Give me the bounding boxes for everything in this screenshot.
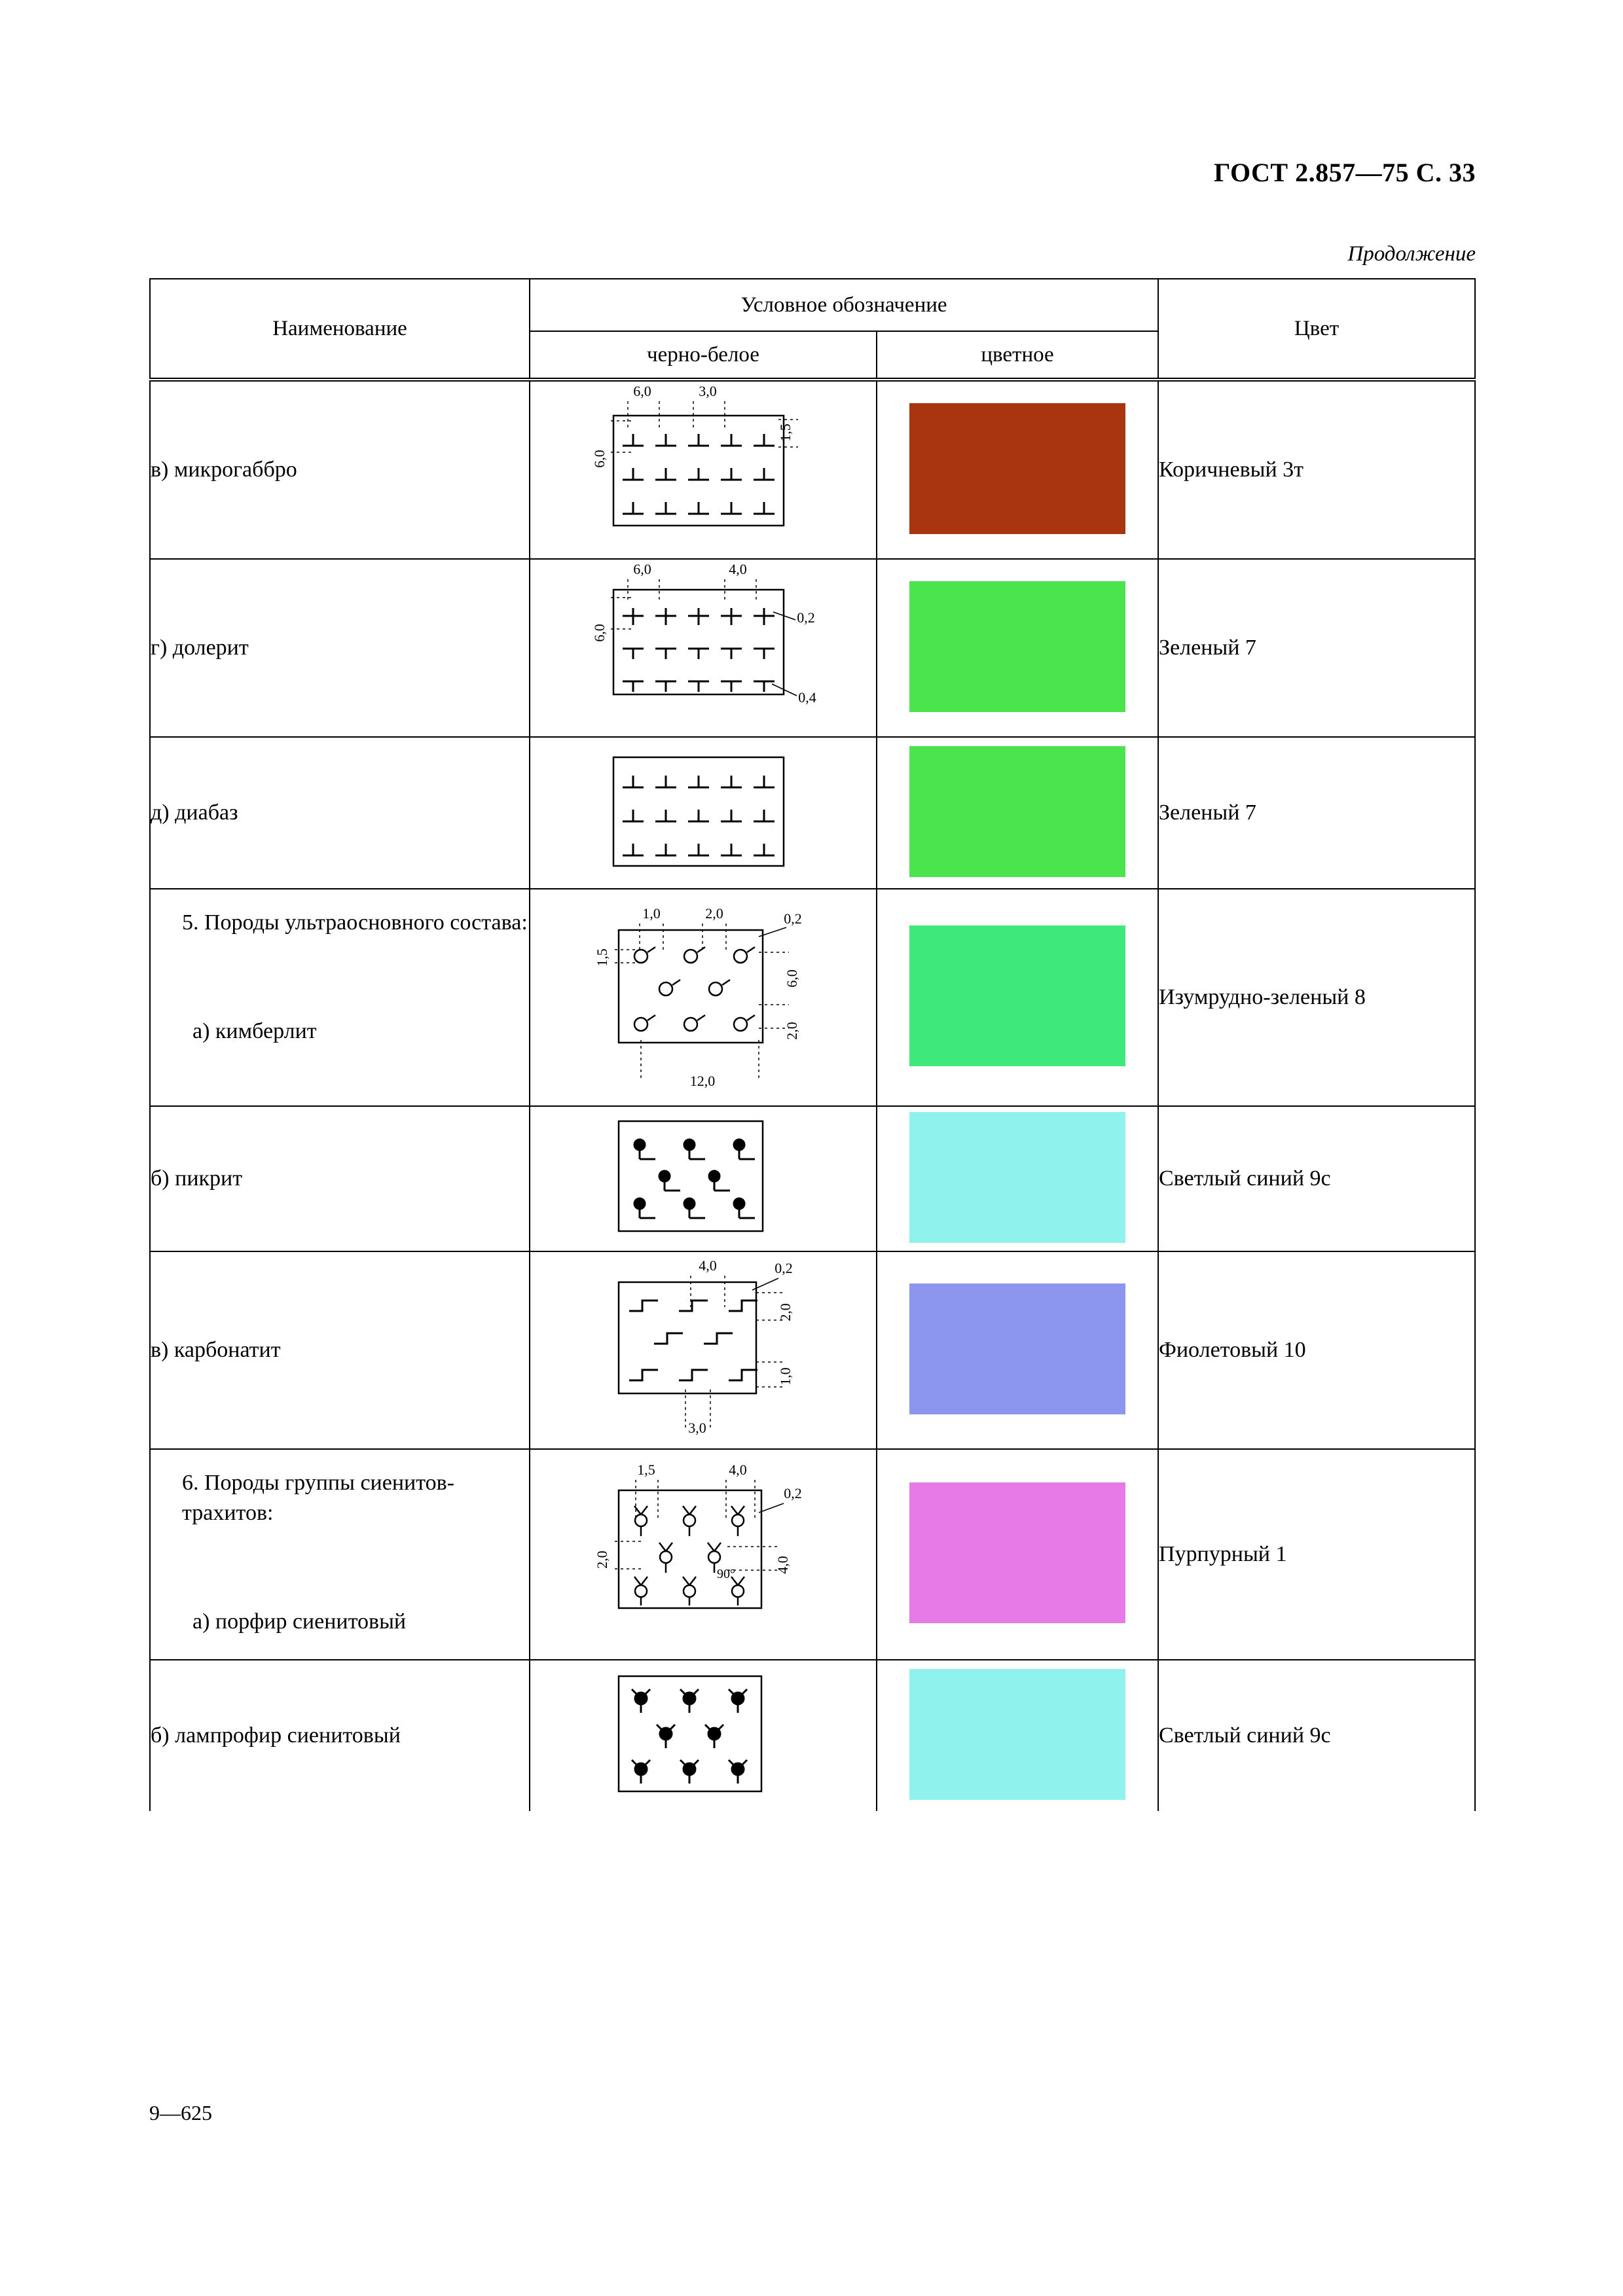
row-name: в) микрогаббро [150, 380, 530, 559]
table-row [150, 1660, 1475, 1811]
color-swatch-cell [877, 380, 1158, 559]
group-title-text: 6. Породы группы сиенитов-трахитов: [182, 1471, 455, 1525]
svg-text:6,0: 6,0 [633, 383, 651, 399]
symbol-drawing-kimberlite [562, 889, 844, 1105]
svg-text:1,5: 1,5 [777, 423, 793, 442]
color-swatch-cell [877, 889, 1158, 1106]
color-swatch-cell [877, 559, 1158, 737]
row-name: а) порфир сиенитовый [192, 1609, 407, 1634]
svg-text:2,0: 2,0 [705, 905, 723, 922]
row-name: б) пикрит [150, 1106, 530, 1251]
color-name: Фиолетовый 10 [1158, 1251, 1475, 1449]
footer-code: 9—625 [149, 2101, 212, 2125]
column-header-colored: цветное [877, 331, 1158, 380]
color-name: Пурпурный 1 [1158, 1449, 1475, 1660]
svg-text:1,0: 1,0 [642, 905, 661, 922]
svg-text:3,0: 3,0 [688, 1420, 706, 1436]
svg-text:0,2: 0,2 [775, 1260, 793, 1276]
svg-text:6,0: 6,0 [591, 624, 608, 642]
row-name: д) диабаз [150, 737, 530, 889]
group-title-text: 5. Породы ультраосновного состава: [182, 910, 528, 935]
color-name: Зеленый 7 [1158, 737, 1475, 889]
color-swatch [909, 1112, 1125, 1243]
row-name: в) карбонатит [150, 1251, 530, 1449]
color-name: Изумрудно-зеленый 8 [1158, 889, 1475, 1106]
symbol-drawing-dolerite [562, 560, 844, 736]
symbol-drawing-diabase [562, 738, 844, 888]
color-swatch [909, 1283, 1125, 1414]
bw-symbol-syenite-lamprophyre [530, 1660, 877, 1811]
column-header-color: Цвет [1158, 279, 1475, 380]
svg-text:1,0: 1,0 [777, 1367, 793, 1386]
svg-text:4,0: 4,0 [699, 1257, 717, 1274]
symbol-drawing-picrite [562, 1107, 844, 1251]
color-swatch [909, 1482, 1125, 1623]
svg-text:6,0: 6,0 [784, 969, 800, 988]
color-swatch [909, 925, 1125, 1066]
bw-symbol-diabase [530, 737, 877, 889]
color-swatch [909, 403, 1125, 534]
bw-symbol-picrite [530, 1106, 877, 1251]
svg-text:90°: 90° [717, 1567, 735, 1581]
svg-text:6,0: 6,0 [591, 450, 608, 468]
symbols-table [149, 278, 1476, 1811]
svg-text:4,0: 4,0 [775, 1556, 791, 1574]
svg-text:0,2: 0,2 [784, 1485, 802, 1501]
color-swatch-cell [877, 1251, 1158, 1449]
svg-text:4,0: 4,0 [729, 561, 747, 577]
table-row [150, 1449, 1475, 1660]
continuation-label: Продолжение [1347, 242, 1476, 266]
column-header-symbol: Условное обозначение [530, 279, 1158, 331]
group-title-6 [150, 1449, 530, 1660]
color-swatch [909, 581, 1125, 712]
color-name: Коричневый 3т [1158, 380, 1475, 559]
svg-text:2,0: 2,0 [777, 1303, 793, 1321]
bw-symbol-kimberlite [530, 889, 877, 1106]
row-name: г) долерит [150, 559, 530, 737]
svg-text:0,2: 0,2 [784, 910, 802, 927]
bw-symbol-dolerite [530, 559, 877, 737]
symbol-drawing-microgabbro [562, 382, 844, 558]
page-header: ГОСТ 2.857—75 С. 33 [1213, 158, 1476, 187]
color-swatch [909, 746, 1125, 877]
table-row [150, 559, 1475, 737]
bw-symbol-microgabbro [530, 380, 877, 559]
color-name: Светлый синий 9с [1158, 1660, 1475, 1811]
row-name: б) лампрофир сиенитовый [150, 1660, 530, 1811]
table-row [150, 889, 1475, 1106]
table-head [150, 279, 1475, 380]
table-row [150, 1251, 1475, 1449]
svg-text:12,0: 12,0 [689, 1073, 716, 1089]
column-header-name: Наименование [150, 279, 530, 380]
color-swatch [909, 1669, 1125, 1800]
bw-symbol-syenite-porphyry [530, 1449, 877, 1660]
svg-text:0,4: 0,4 [798, 689, 816, 706]
color-name: Светлый синий 9с [1158, 1106, 1475, 1251]
svg-text:1,5: 1,5 [637, 1462, 655, 1478]
symbol-drawing-syenite-porphyry [562, 1450, 844, 1659]
row-name: а) кимберлит [192, 1018, 317, 1043]
color-swatch-cell [877, 1449, 1158, 1660]
group-title-5 [150, 889, 530, 1106]
svg-text:2,0: 2,0 [784, 1022, 800, 1040]
table-row [150, 1106, 1475, 1251]
svg-text:4,0: 4,0 [729, 1462, 747, 1478]
svg-text:2,0: 2,0 [594, 1551, 610, 1569]
symbol-drawing-carbonatite [562, 1252, 844, 1448]
svg-text:0,2: 0,2 [797, 609, 815, 626]
svg-text:1,5: 1,5 [594, 948, 610, 967]
table-row [150, 380, 1475, 559]
bw-symbol-carbonatite [530, 1251, 877, 1449]
color-swatch-cell [877, 1660, 1158, 1811]
svg-text:6,0: 6,0 [633, 561, 651, 577]
color-swatch-cell [877, 1106, 1158, 1251]
column-header-bw: черно-белое [530, 331, 877, 380]
symbol-drawing-syenite-lamprophyre [562, 1660, 844, 1811]
svg-text:3,0: 3,0 [699, 383, 717, 399]
table-row [150, 737, 1475, 889]
color-swatch-cell [877, 737, 1158, 889]
color-name: Зеленый 7 [1158, 559, 1475, 737]
